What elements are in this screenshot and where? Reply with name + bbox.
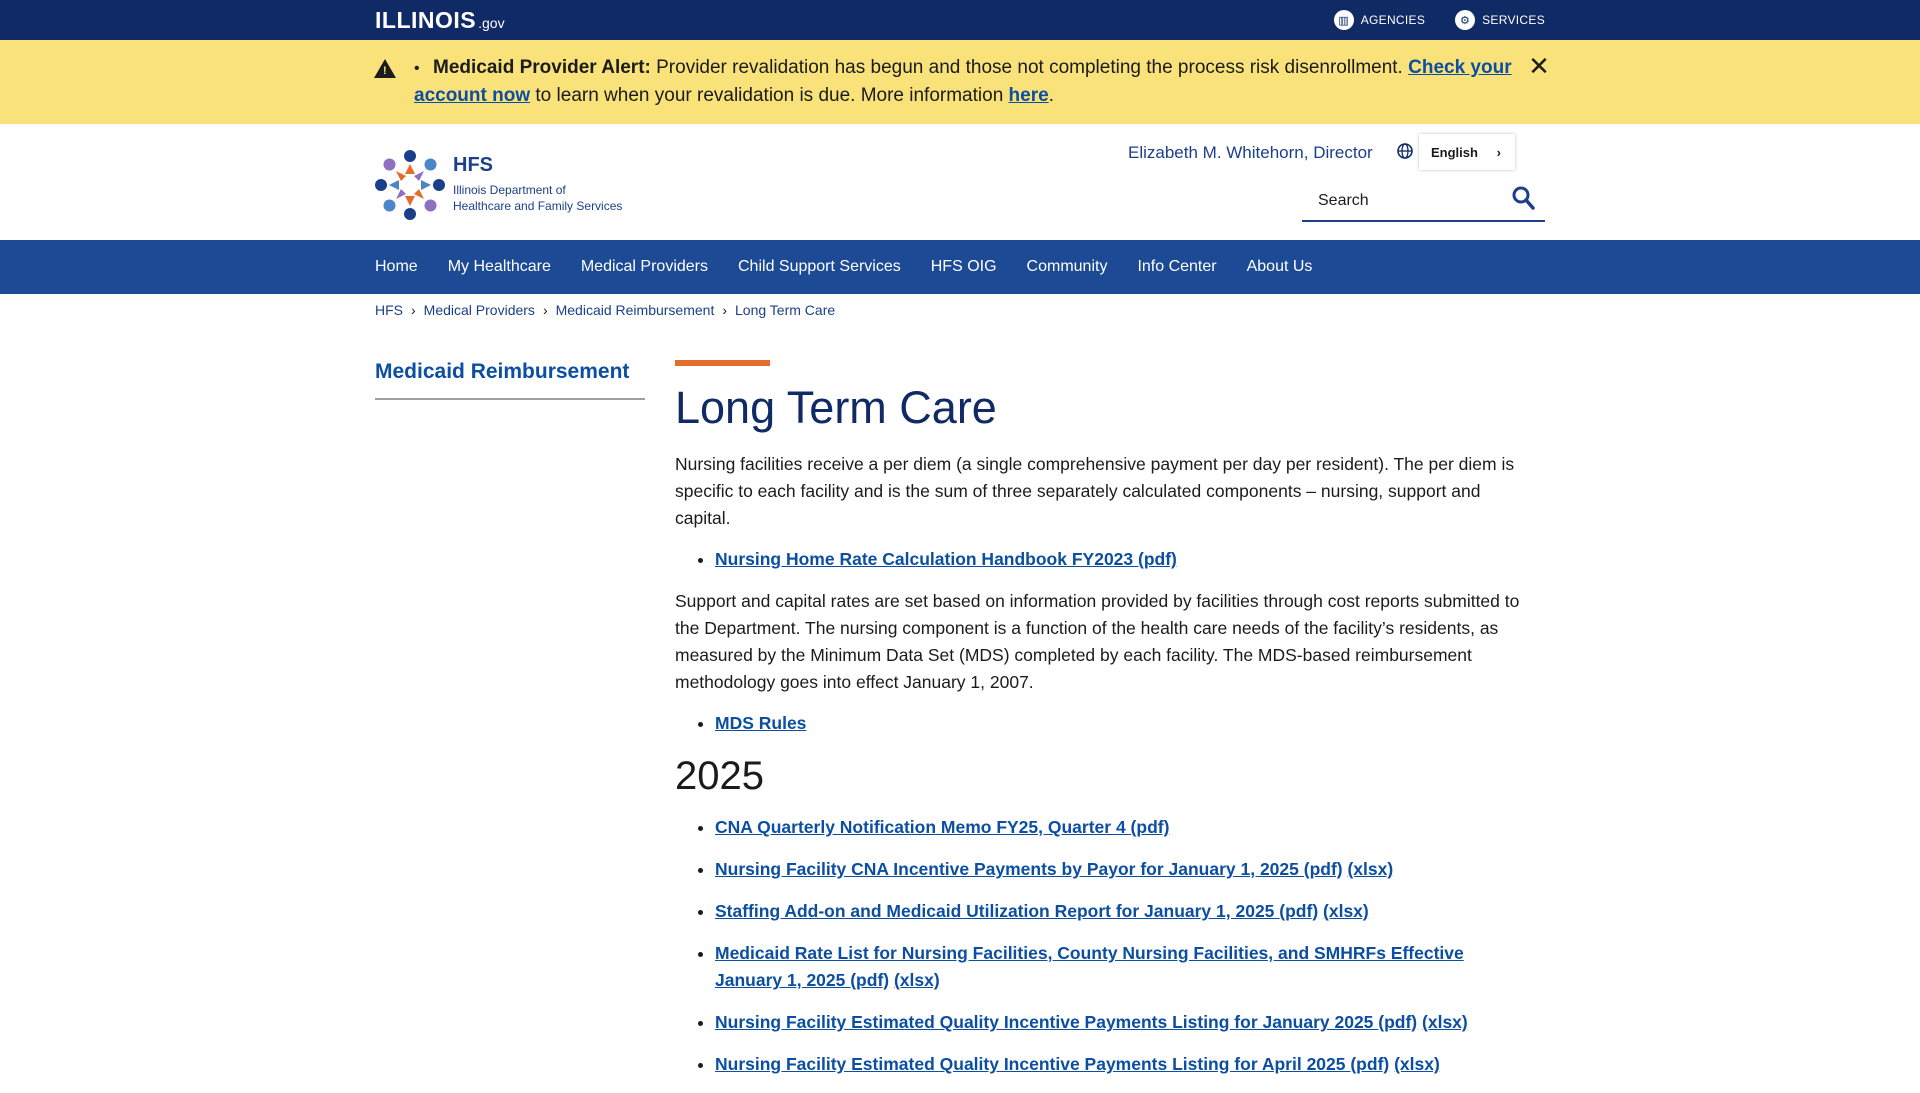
rates-paragraph: Support and capital rates are set based on information provided by facilities through cost reports submitted to the Department. The nursing component is a function of the health care needs of the facility’s residents, as measured by the Minimum Data Set (MDS) completed by each facility. The MDS-based reimbursement methodology goes into effect January 1, 2007.: [675, 591, 1520, 692]
xlsx-link[interactable]: (xlsx): [1323, 901, 1369, 921]
xlsx-link[interactable]: (xlsx): [1347, 859, 1394, 879]
chevron-right-icon: ›: [411, 302, 416, 318]
search-icon[interactable]: [1511, 185, 1535, 211]
nav-info-center[interactable]: Info Center: [1137, 258, 1217, 275]
hfs-logo-icon[interactable]: [375, 150, 445, 220]
alert-title: Medicaid Provider Alert:: [433, 57, 651, 78]
alert-text-before: Provider revalidation has begun and those not completing the process risk disenrollment.: [650, 57, 1409, 78]
breadcrumb-current: Long Term Care: [735, 302, 836, 318]
hfs-full-name: [453, 182, 622, 214]
director-name: Elizabeth M. Whitehorn, Director: [1128, 143, 1373, 162]
nav-about-us[interactable]: About Us: [1246, 258, 1313, 275]
language-selector[interactable]: [1397, 134, 1515, 170]
alert-bullet: •: [414, 60, 420, 77]
hfs-abbreviation: HFS: [453, 154, 493, 176]
globe-icon: [1397, 143, 1413, 159]
language-button[interactable]: [1419, 134, 1515, 170]
intro-paragraph: Nursing facilities receive a per diem (a single comprehensive payment per day per resident). The per diem is specific to each facility and is the sum of three separately calculated components – nursing, support and capital.: [675, 454, 1515, 528]
illinois-logo-text: ILLINOIS: [375, 7, 477, 33]
xlsx-link[interactable]: (xlsx): [1394, 1054, 1440, 1074]
document-link[interactable]: Nursing Facility Estimated Quality Incentive Payments Listing for April 2025 (pdf): [715, 1054, 1390, 1074]
breadcrumb: [375, 302, 835, 318]
chevron-right-icon: ›: [722, 302, 728, 318]
xlsx-link[interactable]: (xlsx): [1422, 1012, 1468, 1032]
main-content: [675, 360, 1535, 1093]
list-item: [715, 710, 1535, 737]
nav-child-support-services[interactable]: Child Support Services: [738, 258, 901, 275]
list-item: [715, 1009, 1535, 1036]
handbook-link[interactable]: Nursing Home Rate Calculation Handbook FY2023 (pdf): [715, 549, 1177, 569]
services-label: SERVICES: [1482, 13, 1545, 27]
search-bar: [1302, 182, 1545, 222]
agencies-icon: ▥: [1334, 10, 1354, 30]
alert-text-middle: to learn when your revalidation is due. More information: [530, 85, 1009, 106]
chevron-right-icon: ›: [542, 302, 548, 318]
alert-message: [414, 54, 1514, 109]
year-heading: 2025: [675, 754, 764, 798]
page-title: Long Term Care: [675, 382, 997, 433]
search-input[interactable]: [1316, 186, 1500, 216]
list-item: [715, 1051, 1535, 1078]
list-item: [715, 898, 1535, 925]
breadcrumb-hfs[interactable]: HFS: [375, 302, 403, 318]
agencies-link[interactable]: [1334, 10, 1425, 30]
gov-suffix: .gov: [478, 15, 505, 31]
check-account-link[interactable]: Check your account now: [414, 57, 1512, 106]
list-item: [715, 940, 1535, 994]
agencies-label: AGENCIES: [1360, 13, 1426, 27]
close-alert-button[interactable]: [1527, 53, 1551, 79]
nav-home[interactable]: Home: [375, 258, 418, 275]
list-item: [715, 856, 1535, 883]
state-links: [1334, 10, 1545, 30]
nav-community[interactable]: Community: [1026, 258, 1108, 275]
list-item: [715, 546, 1535, 573]
document-link[interactable]: Medicaid Rate List for Nursing Facilities, County Nursing Facilities, and SMHRFs Effective January 1, 2025 (pdf): [715, 943, 1464, 990]
close-icon: ✕: [1528, 51, 1550, 81]
mds-rules-link[interactable]: MDS Rules: [715, 713, 807, 733]
services-link[interactable]: [1455, 10, 1545, 30]
illinois-gov-logo[interactable]: [375, 7, 505, 34]
main-navigation: [0, 240, 1920, 294]
documents-2025-list: [675, 814, 1535, 1078]
chevron-right-icon: ›: [1496, 144, 1501, 160]
breadcrumb-medical-providers[interactable]: Medical Providers: [423, 302, 535, 318]
nav-medical-providers[interactable]: Medical Providers: [580, 258, 708, 275]
title-accent-bar: [675, 360, 770, 366]
state-bar: [0, 0, 1920, 40]
document-link[interactable]: Nursing Facility Estimated Quality Incentive Payments Listing for January 2025 (pdf): [715, 1012, 1418, 1032]
nav-my-healthcare[interactable]: My Healthcare: [447, 258, 551, 275]
more-info-link[interactable]: here: [1008, 85, 1049, 106]
hfs-name-line1: Illinois Department of: [453, 183, 566, 197]
breadcrumb-medicaid-reimbursement[interactable]: Medicaid Reimbursement: [555, 302, 715, 318]
handbook-list: [675, 546, 1535, 573]
side-navigation: [375, 360, 645, 400]
document-link[interactable]: Staffing Add-on and Medicaid Utilization Report for January 1, 2025 (pdf): [715, 901, 1319, 921]
sidenav-medicaid-reimbursement[interactable]: Medicaid Reimbursement: [375, 360, 645, 400]
xlsx-link[interactable]: (xlsx): [893, 970, 940, 990]
language-label: English: [1431, 144, 1478, 160]
document-link[interactable]: CNA Quarterly Notification Memo FY25, Quarter 4 (pdf): [715, 817, 1170, 837]
services-icon: ⚙: [1455, 10, 1475, 30]
mds-list: [675, 710, 1535, 737]
nav-hfs-oig[interactable]: HFS OIG: [930, 258, 997, 275]
hfs-name-line2: Healthcare and Family Services: [453, 199, 623, 213]
alert-text-end: .: [1048, 85, 1054, 106]
document-link[interactable]: Nursing Facility CNA Incentive Payments by Payor for January 1, 2025 (pdf): [715, 859, 1343, 879]
warning-icon: !: [374, 59, 396, 78]
list-item: [715, 814, 1535, 841]
